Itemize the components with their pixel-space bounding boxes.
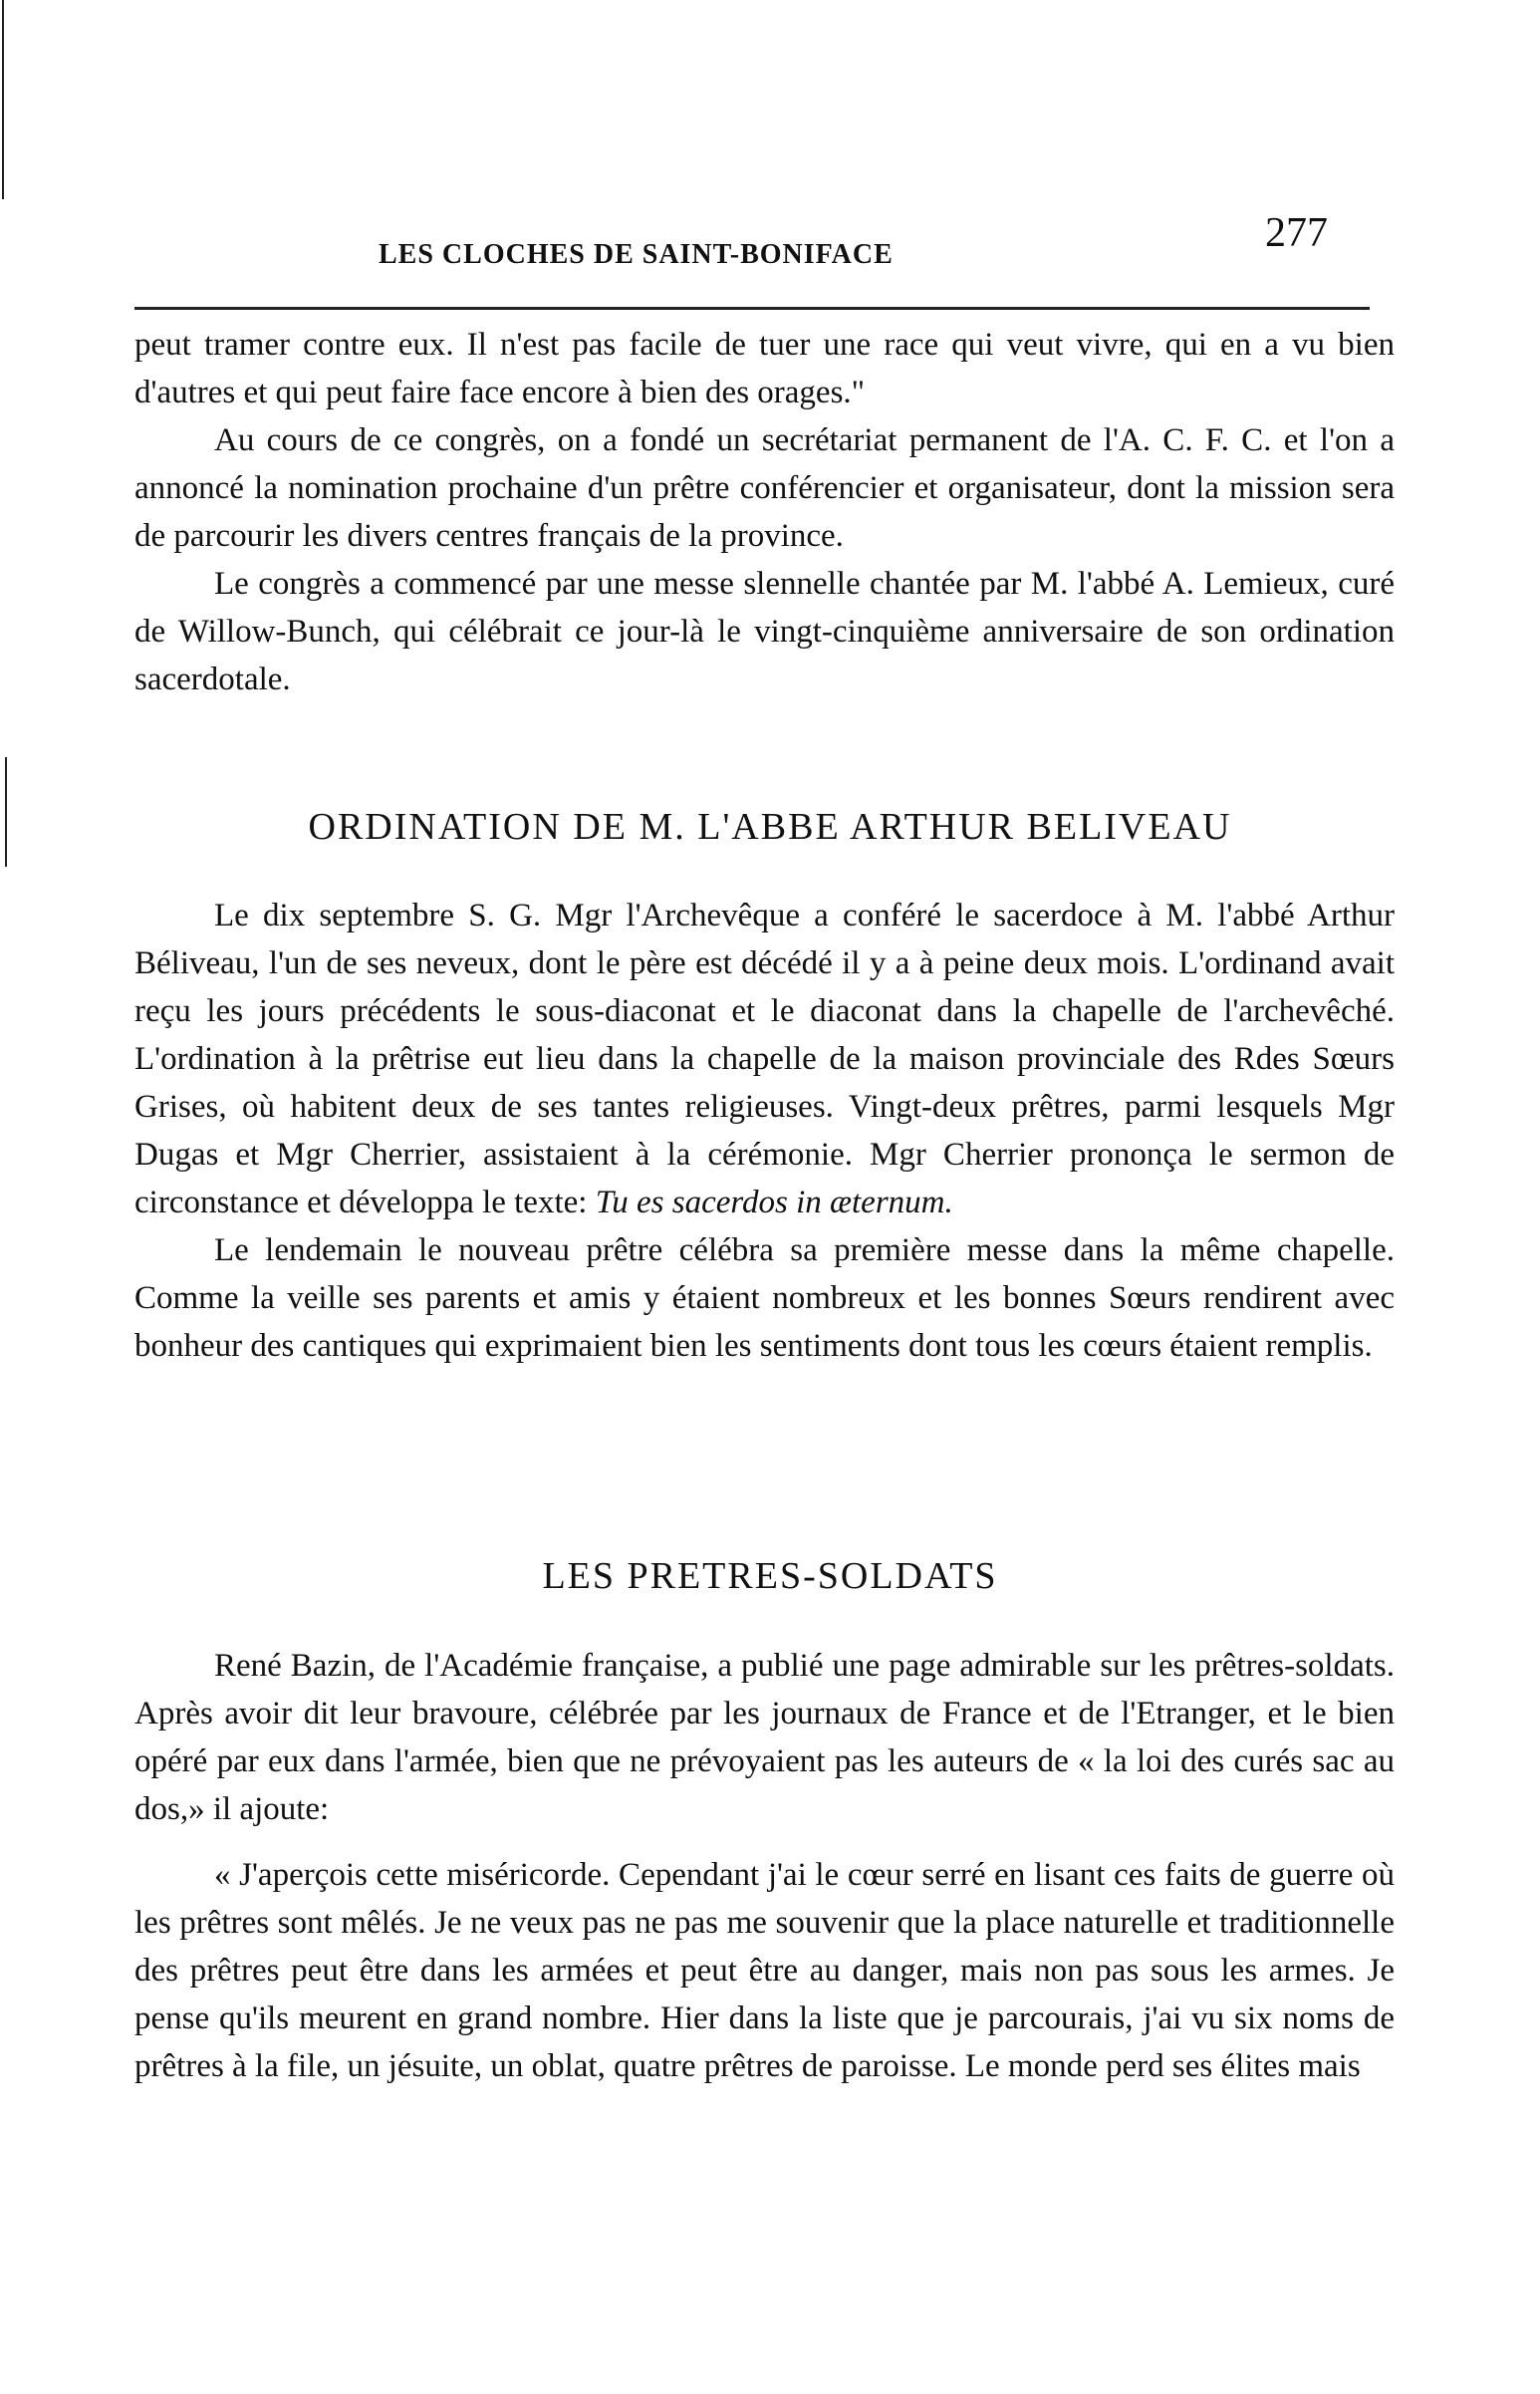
section-title-ordination: ORDINATION DE M. L'ABBE ARTHUR BELIVEAU xyxy=(308,806,1232,848)
paragraph xyxy=(134,892,1395,1226)
paragraph: peut tramer contre eux. Il n'est pas facile de tuer une race qui veut vivre, qui en a vu bien d'autres et qui peut faire face encore à bien des orages." xyxy=(134,327,1395,410)
section-congress-text xyxy=(134,321,1395,703)
paragraph-text: Le dix septembre S. G. Mgr l'Archevêque a conféré le sacerdoce à M. l'abbé Arthur Béliveau, l'un de ses neveux, dont le père est décédé il y a à peine deux mois. L'ordinand avait reçu les jours précédents le sous-diaconat et le diaconat dans la chapelle de l'archevêché. L'ordination à la prêtrise eut lieu dans la chapelle de la maison provinciale des Rdes Sœurs Grises, où habitent deux de ses tantes religieuses. Vingt-deux prêtres, parmi lesquels Mgr Dugas et Mgr Cherrier, assistaient à la cérémonie. Mgr Cherrier prononça le sermon de circonstance et développa le texte: xyxy=(134,898,1395,1220)
paragraph: Le lendemain le nouveau prêtre célébra sa première messe dans la même chapelle. Comme la veille ses parents et amis y étaient nombreux et les bonnes Sœurs rendirent avec bonheur des cantiques qui exprimaient bien les sentiments dont tous les cœurs étaient remplis. xyxy=(134,1232,1395,1364)
quoted-paragraph: « J'aperçois cette miséricorde. Cependant j'ai le cœur serré en lisant ces faits de guerre où les prêtres sont mêlés. Je ne veux pas ne pas me souvenir que la place naturelle et traditionnelle des prêtres peut être dans les armées et peut être au danger, mais non pas sous les armes. Je pense qu'ils meurent en grand nombre. Hier dans la liste que je parcourais, j'ai vu six noms de prêtres à la file, un jésuite, un oblat, quatre prêtres de paroisse. Le monde perd ses élites mais xyxy=(134,1857,1395,2084)
paragraph: Le congrès a commencé par une messe slennelle chantée par M. l'abbé A. Lemieux, curé de Willow-Bunch, qui célébrait ce jour-là le vingt-cinquième anniversaire de son ordination sacerdotale. xyxy=(134,566,1395,697)
header-rule xyxy=(134,307,1370,310)
paragraph: Au cours de ce congrès, on a fondé un secrétariat permanent de l'A. C. F. C. et l'on a annoncé la nomination prochaine d'un prêtre conférencier et organisateur, dont la mission sera de parcourir les divers centres français de la province. xyxy=(134,422,1395,554)
margin-line xyxy=(2,0,4,199)
section-pretres-soldats-text xyxy=(134,1642,1395,2090)
paragraph: René Bazin, de l'Académie française, a publié une page admirable sur les prêtres-soldats. Après avoir dit leur bravoure, célébrée par les journaux de France et de l'Etranger, et le bien opéré par eux dans l'armée, bien que ne prévoyaient pas les auteurs de « la loi des curés sac au dos,» il ajoute: xyxy=(134,1648,1395,1827)
page-number: 277 xyxy=(1265,210,1328,256)
latin-quote: Tu es sacerdos in æternum. xyxy=(595,1185,953,1220)
section-title-pretres-soldats: LES PRETRES-SOLDATS xyxy=(542,1555,998,1597)
running-title: LES CLOCHES DE SAINT-BONIFACE xyxy=(379,239,894,270)
section-ordination-text xyxy=(134,892,1395,1370)
